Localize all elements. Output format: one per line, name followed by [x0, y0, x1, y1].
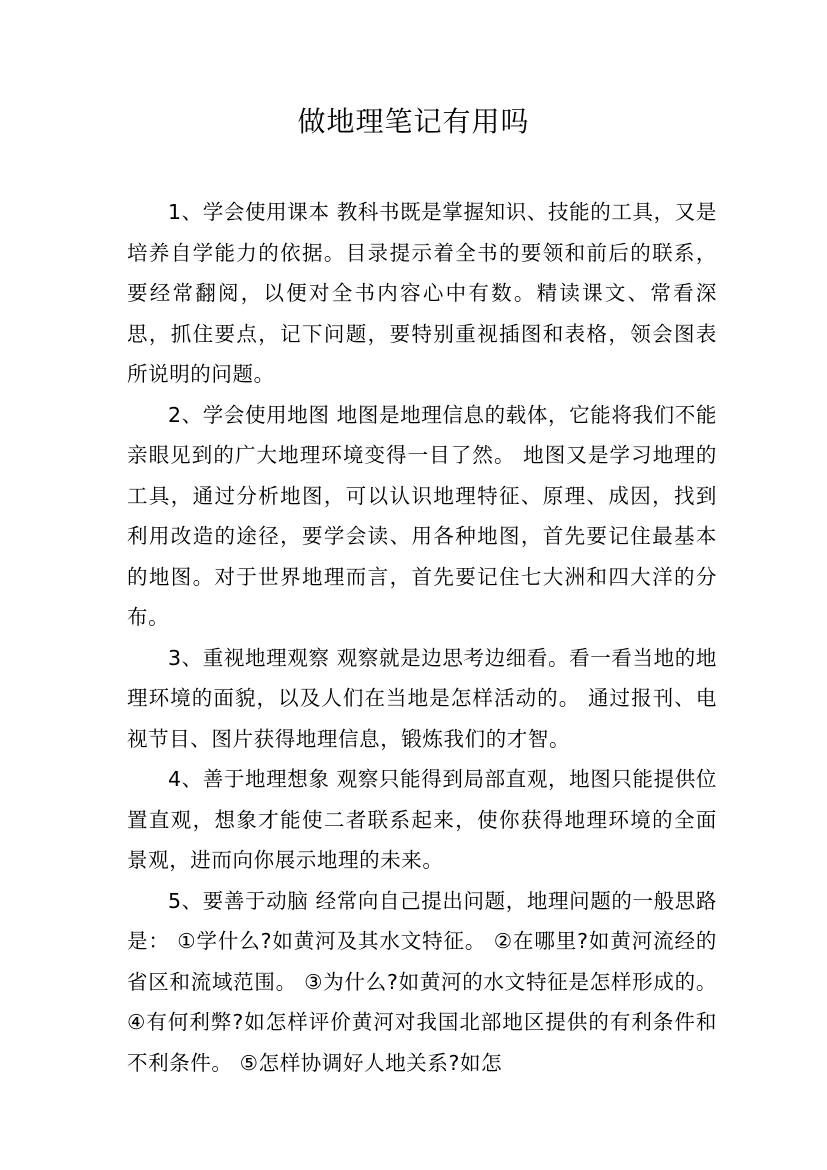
document-body	[127, 192, 717, 1083]
paragraph-1: 1、学会使用课本 教科书既是掌握知识、技能的工具，又是培养自学能力的依据。目录提示着全书的要领和前后的联系，要经常翻阅，以便对全书内容心中有数。精读课文、常看深思，抓住要点，记下问题，要特别重视插图和表格，领会图表所说明的问题。	[127, 200, 717, 386]
paragraph-5: 5、要善于动脑 经常向自己提出问题，地理问题的一般思路是： ①学什么?如黄河及其水文特征。 ②在哪里?如黄河流经的省区和流域范围。 ③为什么?如黄河的水文特征是怎样形成的。 ④有何利弊?如怎样评价黄河对我国北部地区提供的有利条件和不利条件。 ⑤怎样协调好人地关系?如怎	[127, 888, 717, 1075]
paragraph-2: 2、学会使用地图 地图是地理信息的载体，它能将我们不能亲眼见到的广大地理环境变得一目了然。 地图又是学习地理的工具，通过分析地图，可以认识地理特征、原理、成因，找到利用改造的途径，要学会读、用各种地图，首先要记住最基本的地图。对于世界地理而言，首先要记住七大洲和四大洋的分布。	[127, 402, 717, 629]
paragraph-4: 4、善于地理想象 观察只能得到局部直观，地图只能提供位置直观，想象才能使二者联系起来，使你获得地理环境的全面景观，进而向你展示地理的未来。	[127, 767, 717, 872]
document-title: 做地理笔记有用吗	[297, 105, 530, 138]
paragraph-3: 3、重视地理观察 观察就是边思考边细看。看一看当地的地理环境的面貌，以及人们在当地是怎样活动的。 通过报刊、电视节目、图片获得地理信息，锻炼我们的才智。	[127, 645, 717, 751]
